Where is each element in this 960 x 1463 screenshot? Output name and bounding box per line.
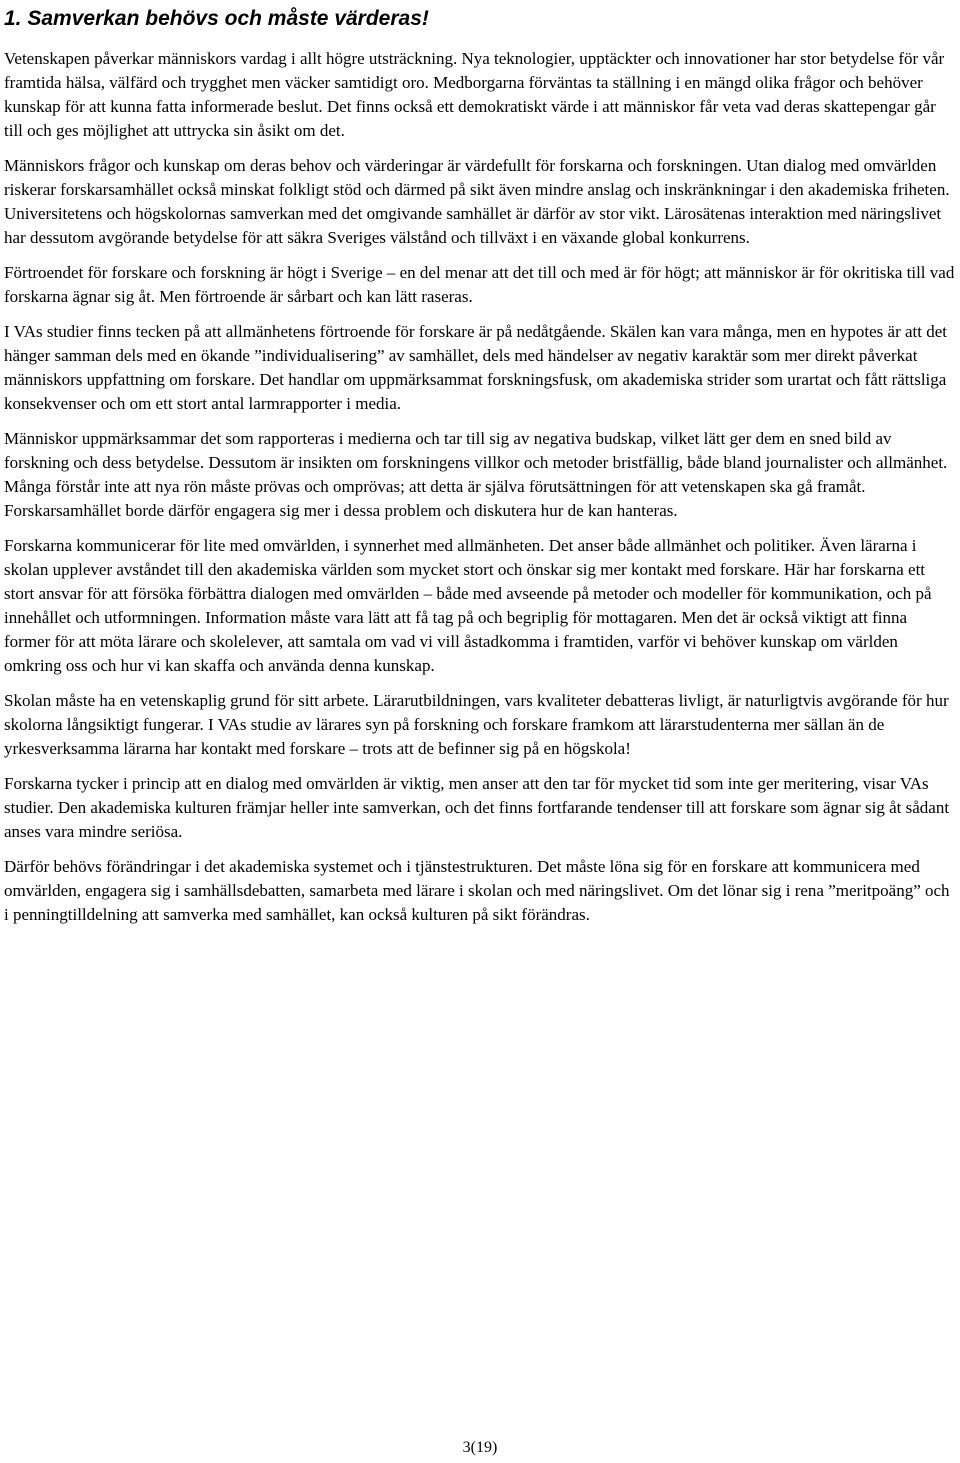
section-heading: 1. Samverkan behövs och måste värderas! [4, 7, 429, 30]
body-paragraph-3: Förtroendet för forskare och forskning är högt i Sverige – en del menar att det till och med är för högt; att människor är för okritiska till vad forskarna ägnar sig åt. Men förtroende är sårbart och kan lätt raseras. [4, 263, 955, 306]
body-paragraph-7: Skolan måste ha en vetenskaplig grund för sitt arbete. Lärarutbildningen, vars kvaliteter debatteras livligt, är naturligtvis avgörande för hur skolorna långsiktigt fungerar. I VAs studie av lärares syn på forskning och forskare framkom att lärarstudenterna mer sällan än de yrkesverksamma lärarna har kontakt med forskare – trots att de befinner sig på en högskola! [4, 691, 949, 758]
page-number: 3(19) [462, 1439, 498, 1456]
body-paragraph-1: Vetenskapen påverkar människors vardag i allt högre utsträckning. Nya teknologier, upptäckter och innovationer har stor betydelse för vår framtida hälsa, välfärd och trygghet men väcker samtidigt oro. Medborgarna förväntas ta ställning i en mängd olika frågor och behöver kunskap för att kunna fatta informerade beslut. Det finns också ett demokratiskt värde i att människor får veta vad deras skattepengar går till och ges möjlighet att uttrycka sin åsikt om det. [4, 49, 945, 140]
body-paragraph-9: Därför behövs förändringar i det akademiska systemet och i tjänstestrukturen. Det måste löna sig för en forskare att kommunicera med omvärlden, engagera sig i samhällsdebatten, samarbeta med lärare i skolan och med näringslivet. Om det lönar sig i rena ”meritpoäng” och i penningtilldelning att samverka med samhället, kan också kulturen på sikt förändras. [4, 857, 950, 924]
document-page [4, 0, 956, 938]
body-paragraph-5: Människor uppmärksammar det som rapporteras i medierna och tar till sig av negativa budskap, vilket lätt ger dem en sned bild av forskning och dess betydelse. Dessutom är insikten om forskningens villkor och metoder bristfällig, både bland journalister och allmänhet. Många förstår inte att nya rön måste prövas och omprövas; att detta är själva förutsättningen för att vetenskapen ska gå framåt. Forskarsamhället borde därför engagera sig mer i dessa problem och diskutera hur de kan hanteras. [4, 429, 948, 520]
body-paragraph-2: Människors frågor och kunskap om deras behov och värderingar är värdefullt för forskarna och forskningen. Utan dialog med omvärlden riskerar forskarsamhället också minskat folkligt stöd och därmed på sikt även mindre anslag och inskränkningar i den akademiska friheten. Universitetens och högskolornas samverkan med det omgivande samhället är därför av stor vikt. Lärosätenas interaktion med näringslivet har dessutom avgörande betydelse för att säkra Sveriges välstånd och tillväxt i en växande global konkurrens. [4, 156, 950, 247]
body-paragraph-4: I VAs studier finns tecken på att allmänhetens förtroende för forskare är på nedåtgående. Skälen kan vara många, men en hypotes är att det hänger samman dels med en ökande ”individualisering” av samhället, dels med händelser av negativ karaktär som mer direkt påverkat människors uppfattning om forskare. Det handlar om uppmärksammat forskningsfusk, om akademiska strider som urartat och fått rättsliga konsekvenser och om ett stort antal larmrapporter i media. [4, 322, 947, 413]
body-paragraph-8: Forskarna tycker i princip att en dialog med omvärlden är viktig, men anser att den tar för mycket tid som inte ger meritering, visar VAs studier. Den akademiska kulturen främjar heller inte samverkan, och det finns fortfarande tendenser till att forskare som ägnar sig åt sådant anses vara mindre seriösa. [4, 774, 950, 841]
body-paragraph-6: Forskarna kommunicerar för lite med omvärlden, i synnerhet med allmänheten. Det anser både allmänhet och politiker. Även lärarna i skolan upplever avståndet till den akademiska världen som mycket stort och önskar sig mer kontakt med forskare. Här har forskarna ett stort ansvar för att försöka förbättra dialogen med omvärlden – både med avseende på metoder och modeller för kommunikation, och på innehållet och utformningen. Information måste vara lätt att få tag på och begriplig för mottagaren. Men det är också viktigt att finna former för att möta lärare och skolelever, att samtala om vad vi vill åstadkomma i framtiden, varför vi behöver kunskap om världen omkring oss och hur vi kan skaffa och använda denna kunskap. [4, 536, 932, 675]
